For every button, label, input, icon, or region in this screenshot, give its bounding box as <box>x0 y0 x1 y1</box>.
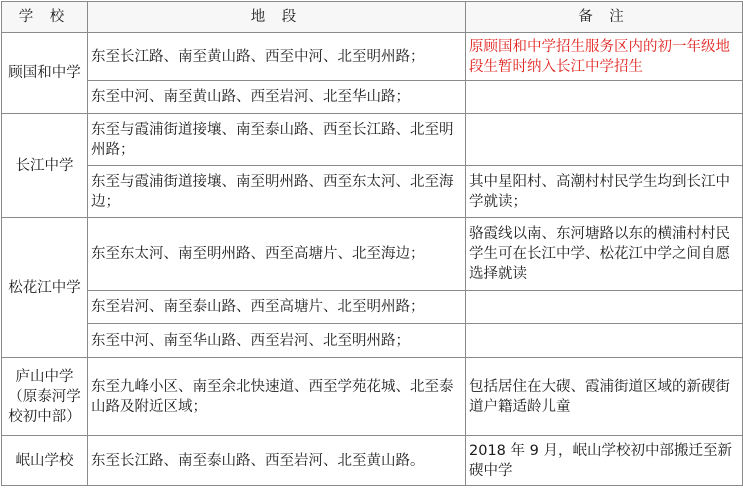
district-cell: 东至中河、南至黄山路、西至岩河、北至华山路； <box>88 81 466 114</box>
school-name-line: 校初中部） <box>8 408 81 425</box>
note-cell: 包括居住在大碶、霞浦街道区域的新碶街道户籍适龄儿童 <box>466 358 743 436</box>
header-district: 地 段 <box>88 2 466 33</box>
note-cell: 其中星阳村、高潮村村民学生均到长江中学就读； <box>466 166 743 218</box>
table-row <box>2 436 743 486</box>
school-name-lushan <box>2 358 88 436</box>
district-cell: 东至九峰小区、南至余北快速道、西至学苑花城、北至泰山路及附近区域； <box>88 358 466 436</box>
note-cell: 2018 年 9 月，岷山学校初中部搬迁至新碶中学 <box>466 436 743 486</box>
note-cell <box>466 291 743 324</box>
district-cell: 东至长江路、南至泰山路、西至岩河、北至黄山路。 <box>88 436 466 486</box>
district-cell: 东至中河、南至华山路、西至岩河、北至明州路； <box>88 324 466 358</box>
district-cell: 东至与霞浦街道接壤、南至泰山路、西至长江路、北至明州路； <box>88 114 466 166</box>
table-row <box>2 358 743 436</box>
table-row <box>2 166 743 218</box>
school-name: 长江中学 <box>2 114 88 218</box>
table-row <box>2 114 743 166</box>
school-district-table <box>1 1 743 486</box>
header-school: 学 校 <box>2 2 88 33</box>
note-cell <box>466 324 743 358</box>
table-row <box>2 324 743 358</box>
note-cell: 原顾国和中学招生服务区内的初一年级地段生暂时纳入长江中学招生 <box>466 33 743 81</box>
header-row <box>2 2 743 33</box>
school-name: 顾国和中学 <box>2 33 88 114</box>
school-name-line: （原泰河学 <box>8 388 81 405</box>
note-cell: 骆霞线以南、东河塘路以东的横浦村村民学生可在长江中学、松花江中学之间自愿选择就读 <box>466 218 743 291</box>
note-cell <box>466 114 743 166</box>
table-row <box>2 291 743 324</box>
district-cell: 东至长江路、南至黄山路、西至中河、北至明州路； <box>88 33 466 81</box>
school-name-line: 庐山中学 <box>15 368 74 385</box>
district-cell: 东至东太河、南至明州路、西至高塘片、北至海边； <box>88 218 466 291</box>
table-row <box>2 33 743 81</box>
header-note: 备 注 <box>466 2 743 33</box>
school-name: 岷山学校 <box>2 436 88 486</box>
district-cell: 东至与霞浦街道接壤、南至明州路、西至东太河、北至海边； <box>88 166 466 218</box>
school-name: 松花江中学 <box>2 218 88 358</box>
table-row <box>2 218 743 291</box>
table-row <box>2 81 743 114</box>
district-cell: 东至岩河、南至泰山路、西至高塘片、北至明州路； <box>88 291 466 324</box>
note-cell <box>466 81 743 114</box>
